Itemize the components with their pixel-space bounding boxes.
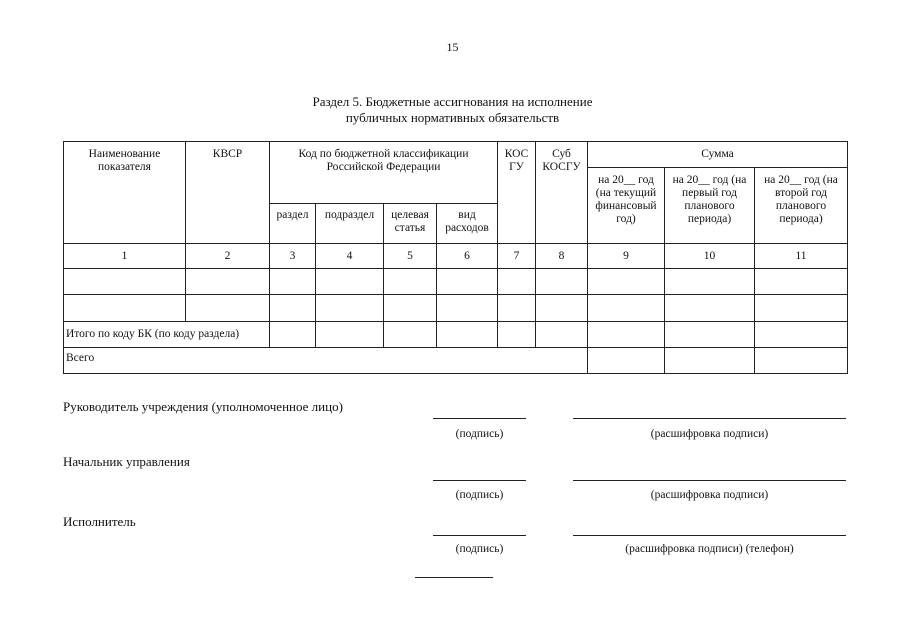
- head-signature-line[interactable]: [433, 418, 526, 419]
- cell[interactable]: [755, 295, 848, 322]
- header-first-plan-year: на 20__ год (на первый год планового периода): [665, 168, 755, 244]
- executor-signature-line[interactable]: [433, 535, 526, 536]
- executor-decode-caption: (расшифровка подписи) (телефон): [625, 543, 794, 555]
- cell[interactable]: [755, 348, 848, 374]
- cell[interactable]: [316, 269, 384, 295]
- footer-rule: [415, 577, 493, 578]
- header-kosgu: КОС ГУ: [498, 142, 536, 244]
- cell[interactable]: [498, 295, 536, 322]
- chief-label: Начальник управления: [63, 454, 190, 469]
- cell[interactable]: [588, 295, 665, 322]
- column-number: 4: [316, 244, 384, 269]
- chief-signature-line[interactable]: [433, 480, 526, 481]
- grand-total-label: Всего: [64, 348, 588, 374]
- cell[interactable]: [536, 269, 588, 295]
- executor-label: Исполнитель: [63, 514, 136, 529]
- column-number: 9: [588, 244, 665, 269]
- page-number: 15: [446, 40, 459, 54]
- header-celevaya: целевая статья: [384, 204, 437, 244]
- cell[interactable]: [665, 269, 755, 295]
- column-number: 7: [498, 244, 536, 269]
- header-budget-code: Код по бюджетной классификации Российской Федерации: [270, 142, 498, 204]
- cell[interactable]: [186, 295, 270, 322]
- cell[interactable]: [316, 295, 384, 322]
- cell[interactable]: [437, 269, 498, 295]
- cell[interactable]: [588, 269, 665, 295]
- column-number: 6: [437, 244, 498, 269]
- cell[interactable]: [270, 322, 316, 348]
- cell[interactable]: [665, 348, 755, 374]
- column-number: 11: [755, 244, 848, 269]
- chief-decode-caption: (расшифровка подписи): [650, 489, 769, 501]
- cell[interactable]: [437, 322, 498, 348]
- cell[interactable]: [384, 269, 437, 295]
- head-decode-caption: (расшифровка подписи): [650, 428, 769, 440]
- executor-sign-caption: (подпись): [455, 543, 504, 555]
- total-by-code-label: Итого по коду БК (по коду раздела): [64, 322, 270, 348]
- column-number: 5: [384, 244, 437, 269]
- cell[interactable]: [437, 295, 498, 322]
- cell[interactable]: [498, 269, 536, 295]
- column-number: 8: [536, 244, 588, 269]
- header-subkosgu: Суб КОСГУ: [536, 142, 588, 244]
- head-decode-line[interactable]: [573, 418, 846, 419]
- table-row: [64, 269, 848, 295]
- cell[interactable]: [755, 322, 848, 348]
- cell[interactable]: [536, 295, 588, 322]
- header-razdel: раздел: [270, 204, 316, 244]
- cell[interactable]: [384, 295, 437, 322]
- cell[interactable]: [270, 269, 316, 295]
- column-number: 3: [270, 244, 316, 269]
- head-sign-caption: (подпись): [455, 428, 504, 440]
- cell[interactable]: [665, 322, 755, 348]
- cell[interactable]: [536, 322, 588, 348]
- header-name: Наименование показателя: [64, 142, 186, 244]
- cell[interactable]: [316, 322, 384, 348]
- column-number: 1: [64, 244, 186, 269]
- chief-decode-line[interactable]: [573, 480, 846, 481]
- header-podrazdel: подраздел: [316, 204, 384, 244]
- section-title: [200, 94, 705, 126]
- cell[interactable]: [588, 322, 665, 348]
- executor-decode-line[interactable]: [573, 535, 846, 536]
- cell[interactable]: [384, 322, 437, 348]
- chief-sign-caption: (подпись): [455, 489, 504, 501]
- section-title-line1: Раздел 5. Бюджетные ассигнования на исполнение: [312, 94, 593, 109]
- cell[interactable]: [588, 348, 665, 374]
- cell[interactable]: [64, 295, 186, 322]
- header-kvsr: КВСР: [186, 142, 270, 244]
- column-number: 2: [186, 244, 270, 269]
- cell[interactable]: [270, 295, 316, 322]
- header-vid: вид расходов: [437, 204, 498, 244]
- budget-table: [63, 141, 848, 374]
- header-sum: Сумма: [588, 142, 848, 168]
- cell[interactable]: [755, 269, 848, 295]
- column-number: 10: [665, 244, 755, 269]
- cell[interactable]: [498, 322, 536, 348]
- cell[interactable]: [186, 269, 270, 295]
- grand-total-row: [64, 348, 848, 374]
- cell[interactable]: [64, 269, 186, 295]
- table-row: [64, 295, 848, 322]
- head-label: Руководитель учреждения (уполномоченное лицо): [63, 399, 343, 414]
- cell[interactable]: [665, 295, 755, 322]
- header-second-plan-year: на 20__ год (на второй год планового периода): [755, 168, 848, 244]
- total-by-code-row: [64, 322, 848, 348]
- header-current-year: на 20__ год (на текущий финансовый год): [588, 168, 665, 244]
- section-title-line2: публичных нормативных обязательств: [345, 110, 560, 125]
